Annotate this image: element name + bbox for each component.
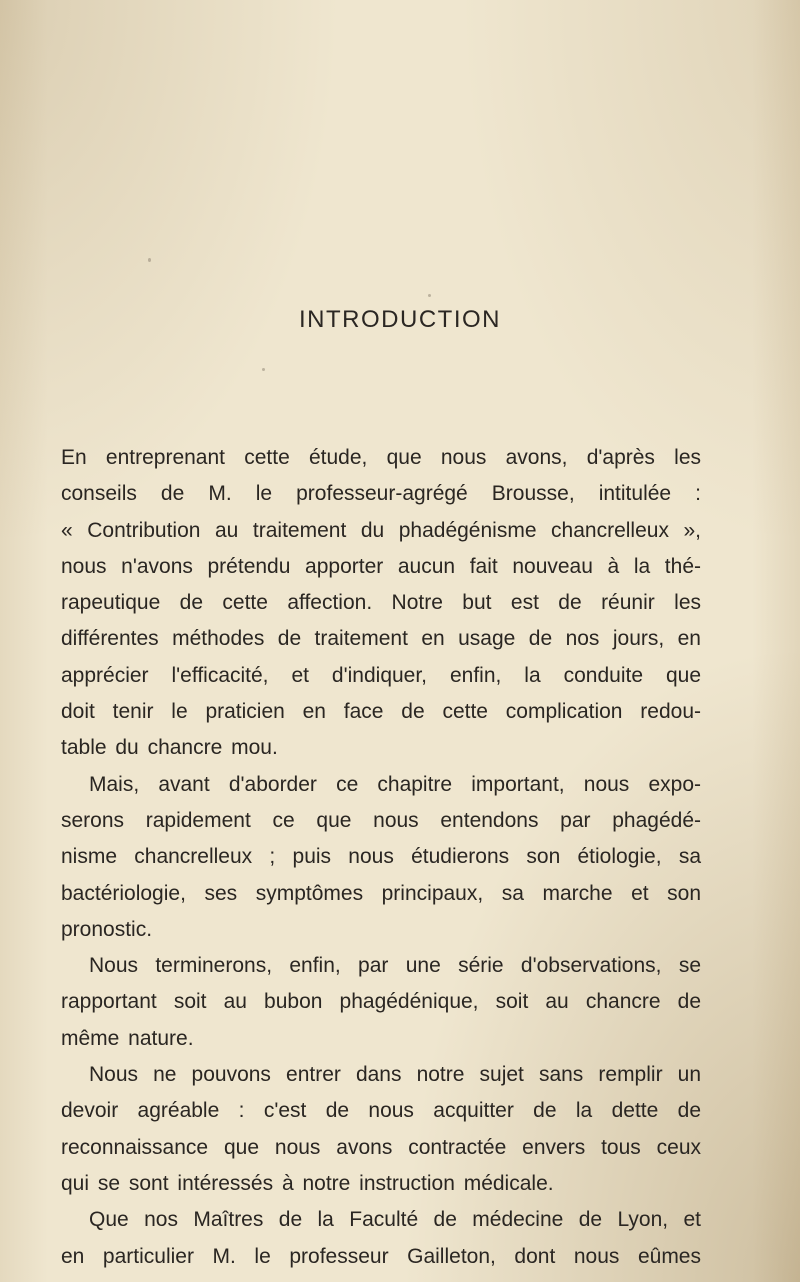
- text-line: nisme chancrelleux ; puis nous étudierons son étiologie, sa: [61, 845, 701, 869]
- text-line: devoir agréable : c'est de nous acquitter de la dette de: [61, 1099, 701, 1123]
- text-line: Nous ne pouvons entrer dans notre sujet sans remplir un: [89, 1063, 701, 1087]
- paper-speck: [262, 368, 265, 371]
- text-line: en particulier M. le professeur Gailleton, dont nous eûmes: [61, 1244, 701, 1268]
- text-line: différentes méthodes de traitement en usage de nos jours, en: [61, 627, 701, 651]
- text-line: pronostic.: [61, 917, 153, 941]
- text-line: « Contribution au traitement du phadégénisme chancrelleux »,: [61, 518, 701, 542]
- text-line: table du chancre mou.: [61, 736, 278, 760]
- text-line: qui se sont intéressés à notre instruction médicale.: [61, 1171, 554, 1195]
- text-line: apprécier l'efficacité, et d'indiquer, enfin, la conduite que: [61, 663, 701, 687]
- paper-speck: [428, 294, 431, 297]
- body-text: [61, 440, 701, 1275]
- text-line: Que nos Maîtres de la Faculté de médecine de Lyon, et: [89, 1208, 701, 1232]
- text-line: rapportant soit au bubon phagédénique, soit au chancre de: [61, 990, 701, 1014]
- text-line: doit tenir le praticien en face de cette complication redou-: [61, 700, 701, 724]
- text-line: En entreprenant cette étude, que nous avons, d'après les: [61, 446, 701, 469]
- text-line: rapeutique de cette affection. Notre but est de réunir les: [61, 591, 701, 615]
- paper-speck: [148, 258, 151, 262]
- text-line: Nous terminerons, enfin, par une série d'observations, se: [89, 954, 701, 978]
- text-line: serons rapidement ce que nous entendons par phagédé-: [61, 808, 701, 832]
- text-line: reconnaissance que nous avons contractée envers tous ceux: [61, 1135, 701, 1159]
- text-line: conseils de M. le professeur-agrégé Brousse, intitulée :: [61, 482, 701, 506]
- text-line: même nature.: [61, 1026, 194, 1050]
- page-title: INTRODUCTION: [299, 306, 501, 333]
- text-line: nous n'avons prétendu apporter aucun fait nouveau à la thé-: [61, 554, 701, 578]
- text-line: bactériologie, ses symptômes principaux, sa marche et son: [61, 881, 701, 905]
- text-line: Mais, avant d'aborder ce chapitre important, nous expo-: [89, 772, 701, 796]
